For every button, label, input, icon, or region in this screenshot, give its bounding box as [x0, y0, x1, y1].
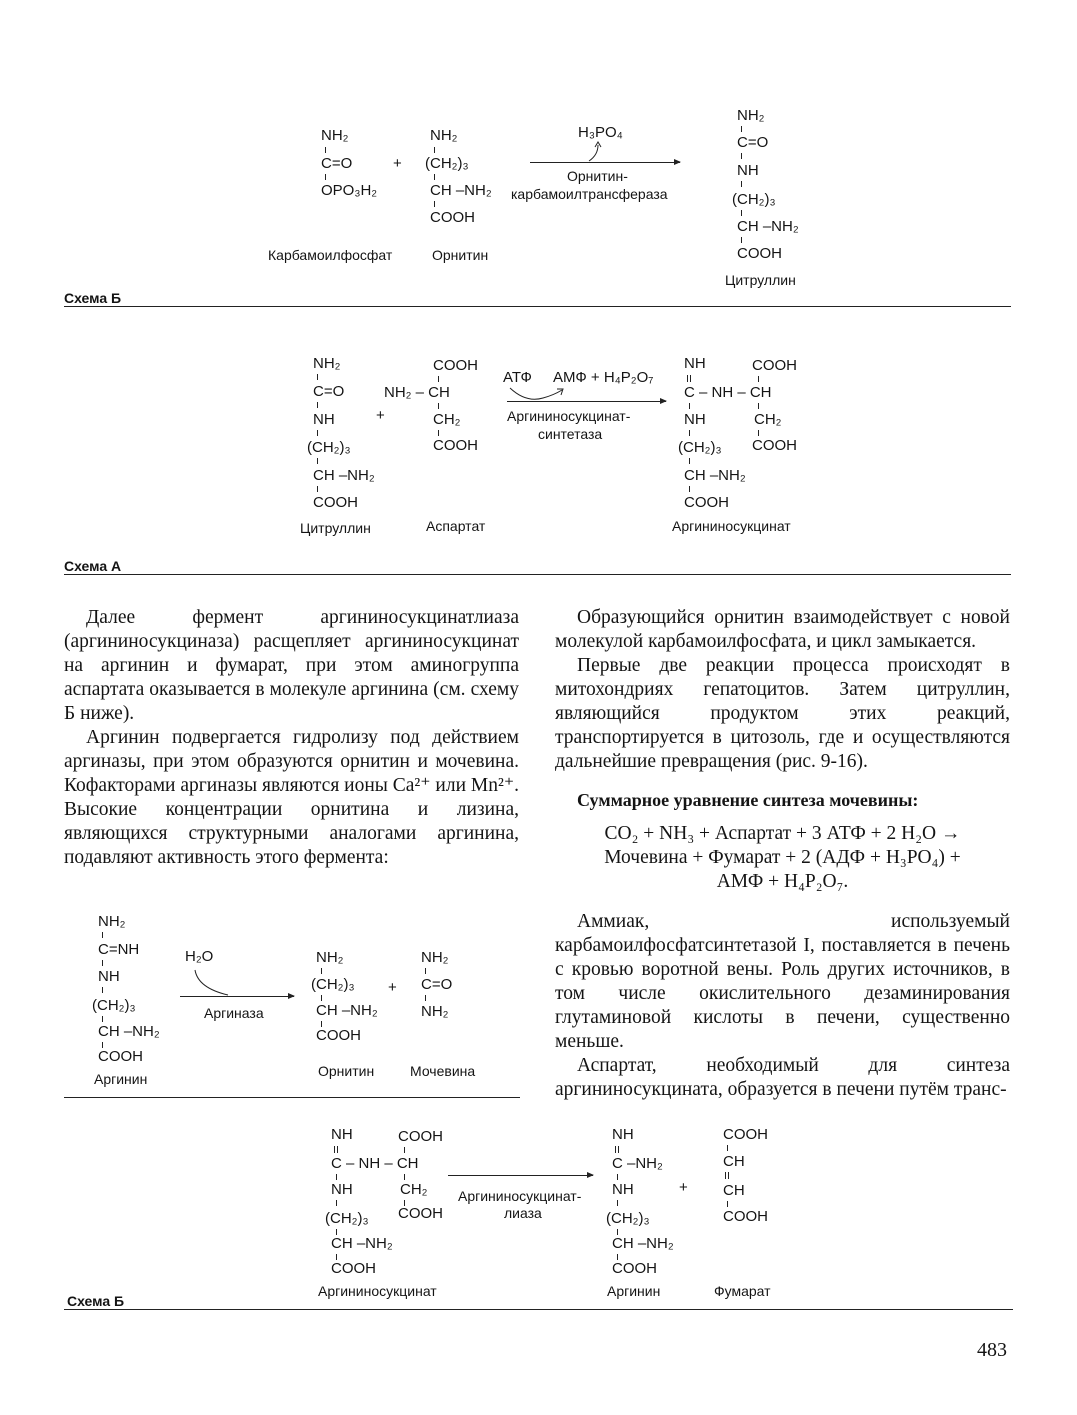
bond	[425, 995, 426, 1001]
ornithine-cooh: COOH	[316, 1027, 361, 1044]
right-column	[555, 606, 1010, 1102]
enzyme-label: Аргиназа	[204, 1005, 264, 1021]
citrulline-cooh: COOH	[737, 245, 782, 262]
name-fumarate: Фумарат	[714, 1283, 771, 1299]
substrate-ch2: (CH₂)₃	[325, 1210, 369, 1227]
paragraph: Аргинин подвергается гидролизу под действием аргиназы, при этом образуются орнитин и мочевина. Кофакторами аргиназы являются ионы Ca²⁺ или Mn²⁺. Высокие концентрации орнитина и лизина, являющихся структурными аналогами аргинина, подавляют активность этого фермента:	[64, 727, 520, 868]
bond	[438, 376, 439, 382]
urea-nh2-2: NH₂	[421, 1003, 449, 1020]
urea-co: C=O	[421, 976, 453, 993]
substrate-nh-2: NH	[331, 1181, 353, 1198]
citrulline-nh2: NH₂	[737, 107, 765, 124]
divider	[64, 1097, 520, 1098]
reaction-arrow	[448, 1175, 593, 1176]
reagent-h3po4: H₃PO₄	[578, 124, 623, 141]
bond	[434, 147, 435, 153]
water-label: H₂O	[185, 948, 214, 965]
product-ch2: (CH₂)₃	[678, 439, 722, 456]
release-arc	[586, 141, 606, 163]
name-urea: Мочевина	[410, 1063, 476, 1079]
fumarate-ch-2: CH	[723, 1182, 745, 1199]
name-ornithine: Орнитин	[432, 247, 489, 263]
double-bond	[687, 375, 691, 382]
aspartate-cooh-bottom: COOH	[433, 437, 478, 454]
enzyme-label-1: Аргининосукцинат-	[458, 1188, 582, 1204]
reaction-arrow	[507, 401, 666, 402]
bond	[689, 486, 690, 492]
reaction-arrow	[180, 996, 294, 997]
name-arginine: Аргинин	[607, 1283, 661, 1299]
name-argininosuccinate: Аргининосукцинат	[318, 1283, 437, 1299]
fumarate-cooh-bottom: COOH	[723, 1208, 768, 1225]
citrulline-ch: CH –NH₂	[313, 467, 375, 484]
bond	[741, 210, 742, 216]
double-bond	[615, 1146, 619, 1153]
plus-sign: +	[388, 979, 397, 996]
citrulline-nh2: NH₂	[313, 355, 341, 372]
bond	[404, 1147, 405, 1153]
ornithine-nh2: NH₂	[316, 949, 344, 966]
citrulline-ch: CH –NH₂	[737, 218, 799, 235]
name-citrulline: Цитруллин	[300, 520, 371, 536]
paragraph: Аммиак, используемый карбамоилфосфатсинтетазой I, поставляется в печень с кровью воротной вены. Роль других источников, в том числе окислительного дезаминирования глутаминовой кислоты в печени, существенно меньше.	[555, 911, 1010, 1052]
equation-line-3: АМФ + H₄P₂O₇.	[716, 871, 849, 892]
citrulline-cooh: COOH	[313, 494, 358, 511]
bond	[317, 486, 318, 492]
ornithine-ch2: (CH₂)₃	[311, 976, 355, 993]
water-arc	[192, 968, 232, 998]
atp-label: АТФ	[503, 369, 532, 386]
equation-heading: Суммарное уравнение синтеза мочевины:	[577, 790, 919, 810]
divider	[64, 1309, 1013, 1310]
bond	[727, 1145, 728, 1151]
bond	[689, 458, 690, 464]
product-side-ch2: CH₂	[754, 411, 782, 428]
ornithine-ch: CH –NH₂	[316, 1002, 378, 1019]
bond	[325, 147, 326, 153]
arginine-cooh: COOH	[98, 1048, 143, 1065]
bond	[741, 181, 742, 187]
substrate-side-cooh-2: COOH	[398, 1205, 443, 1222]
bond	[102, 987, 103, 993]
amp-label: АМФ + H₄P₂O₇	[553, 369, 654, 386]
citrulline-co: C=O	[313, 383, 345, 400]
paragraph: Образующийся орнитин взаимодействует с новой молекулой карбамоилфосфата, и цикл замыкается.	[555, 607, 1010, 652]
product-side-cooh: COOH	[752, 357, 797, 374]
citrulline-co: C=O	[737, 134, 769, 151]
bond	[317, 374, 318, 380]
bond	[321, 968, 322, 974]
enzyme-label-2: лиаза	[504, 1205, 542, 1221]
paragraph: Первые две реакции процесса происходят в митохондриях гепатоцитов. Затем цитруллин, являющийся продуктом этих реакций, транспортируется в цитозоль, где и осуществляются дальнейшие превращения (рис. 9-16).	[555, 655, 1010, 772]
ornithine-ch2: (CH₂)₃	[425, 155, 469, 172]
citrulline-ch2: (CH₂)₃	[307, 439, 351, 456]
enzyme-label-1: Орнитин-	[567, 168, 628, 184]
ornithine-nh2: NH₂	[430, 127, 458, 144]
bond	[758, 403, 759, 409]
bond	[758, 430, 759, 436]
bond	[336, 1200, 337, 1206]
bond	[438, 403, 439, 409]
substrate-side-cooh: COOH	[398, 1128, 443, 1145]
equation-line-2: Мочевина + Фумарат + 2 (АДФ + H₃PO₄) +	[604, 847, 961, 868]
bond	[434, 174, 435, 180]
arginine-ch: CH –NH₂	[612, 1235, 674, 1252]
bond	[102, 1016, 103, 1022]
bond	[727, 1201, 728, 1207]
aspartate-cooh-top: COOH	[433, 357, 478, 374]
bond	[438, 430, 439, 436]
plus-sign: +	[376, 407, 385, 424]
arginine-nh2: NH₂	[98, 913, 126, 930]
plus-sign: +	[679, 1179, 688, 1196]
scheme-label: Схема Б	[64, 290, 122, 306]
name-ornithine: Орнитин	[318, 1063, 375, 1079]
bond	[741, 153, 742, 159]
divider	[64, 574, 1011, 575]
arginine-ch2: (CH₂)₃	[92, 997, 136, 1014]
page-number: 483	[977, 1339, 1007, 1361]
carbamoyl-nh2: NH₂	[321, 127, 349, 144]
bond	[758, 376, 759, 382]
carbamoyl-co: C=O	[321, 155, 353, 172]
double-bond	[725, 1172, 729, 1179]
citrulline-nh: NH	[737, 162, 759, 179]
bond	[741, 126, 742, 132]
name-argininosuccinate: Аргининосукцинат	[672, 518, 791, 534]
substrate-ch: CH –NH₂	[331, 1235, 393, 1252]
divider	[64, 306, 1011, 307]
scheme-label: Схема Б	[67, 1293, 125, 1309]
substrate-cooh: COOH	[331, 1260, 376, 1277]
enzyme-label-1: Аргининосукцинат-	[507, 408, 631, 424]
substrate-c-nh-ch: C – NH – CH	[331, 1155, 419, 1172]
name-aspartate: Аспартат	[426, 518, 486, 534]
fumarate-ch-1: CH	[723, 1153, 745, 1170]
citrulline-nh: NH	[313, 411, 335, 428]
enzyme-label-2: карбамоилтрансфераза	[511, 186, 668, 202]
double-bond	[334, 1146, 338, 1153]
arginine-nh: NH	[98, 968, 120, 985]
arginine-c-nh2: C –NH₂	[612, 1155, 663, 1172]
name-carbamoyl: Карбамоилфосфат	[268, 247, 393, 263]
citrulline-ch2: (CH₂)₃	[732, 191, 776, 208]
aspartate-ch2: CH₂	[433, 411, 461, 428]
bond	[321, 995, 322, 1001]
fumarate-cooh-top: COOH	[723, 1126, 768, 1143]
bond	[325, 174, 326, 180]
equation-line-1: CO₂ + NH₃ + Аспартат + 3 АТФ + 2 H₂O →	[604, 823, 961, 844]
substrate-side-ch2: CH₂	[400, 1181, 428, 1198]
bond	[689, 403, 690, 409]
bond	[404, 1174, 405, 1180]
arginine-nh-2: NH	[612, 1181, 634, 1198]
bond	[617, 1200, 618, 1206]
bond	[102, 960, 103, 966]
name-citrulline: Цитруллин	[725, 272, 796, 288]
bond	[741, 237, 742, 243]
product-side-cooh-2: COOH	[752, 437, 797, 454]
bond	[434, 201, 435, 207]
plus-sign: +	[393, 155, 402, 172]
bond	[317, 430, 318, 436]
product-cooh: COOH	[684, 494, 729, 511]
bond	[317, 458, 318, 464]
reaction-arrow	[530, 162, 680, 163]
paragraph: Далее фермент аргининосукцинатлиаза (аргининосукциназа) расщепляет аргининосукцинат на аргинин и фумарат, при этом аминогруппа аспартата оказывается в молекуле аргинина (см. схему Б ниже).	[64, 607, 519, 724]
substrate-nh: NH	[331, 1126, 353, 1143]
aspartate-nh2-ch: NH₂ – CH	[384, 384, 450, 401]
bond	[425, 968, 426, 974]
arginine-c-nh: C=NH	[98, 941, 140, 958]
arginine-nh: NH	[612, 1126, 634, 1143]
enzyme-label-2: синтетаза	[538, 426, 603, 442]
product-ch: CH –NH₂	[684, 467, 746, 484]
bond	[689, 430, 690, 436]
carbamoyl-opo3h2: OPO₃H₂	[321, 182, 378, 199]
arginine-cooh: COOH	[612, 1260, 657, 1277]
left-column	[64, 606, 519, 870]
scheme-label: Схема А	[64, 558, 122, 574]
ornithine-cooh: COOH	[430, 209, 475, 226]
arginine-ch: CH –NH₂	[98, 1023, 160, 1040]
product-nh: NH	[684, 355, 706, 372]
bond	[336, 1174, 337, 1180]
product-c-nh-ch: C – NH – CH	[684, 384, 772, 401]
bond	[317, 402, 318, 408]
bond	[617, 1174, 618, 1180]
product-nh-2: NH	[684, 411, 706, 428]
urea-nh2: NH₂	[421, 949, 449, 966]
arginine-ch2: (CH₂)₃	[606, 1210, 650, 1227]
bond	[102, 932, 103, 938]
paragraph: Аспартат, необходимый для синтеза аргининосукцината, образуется в печени путём транс-	[555, 1055, 1010, 1100]
name-arginine: Аргинин	[94, 1071, 148, 1087]
ornithine-ch: CH –NH₂	[430, 182, 492, 199]
